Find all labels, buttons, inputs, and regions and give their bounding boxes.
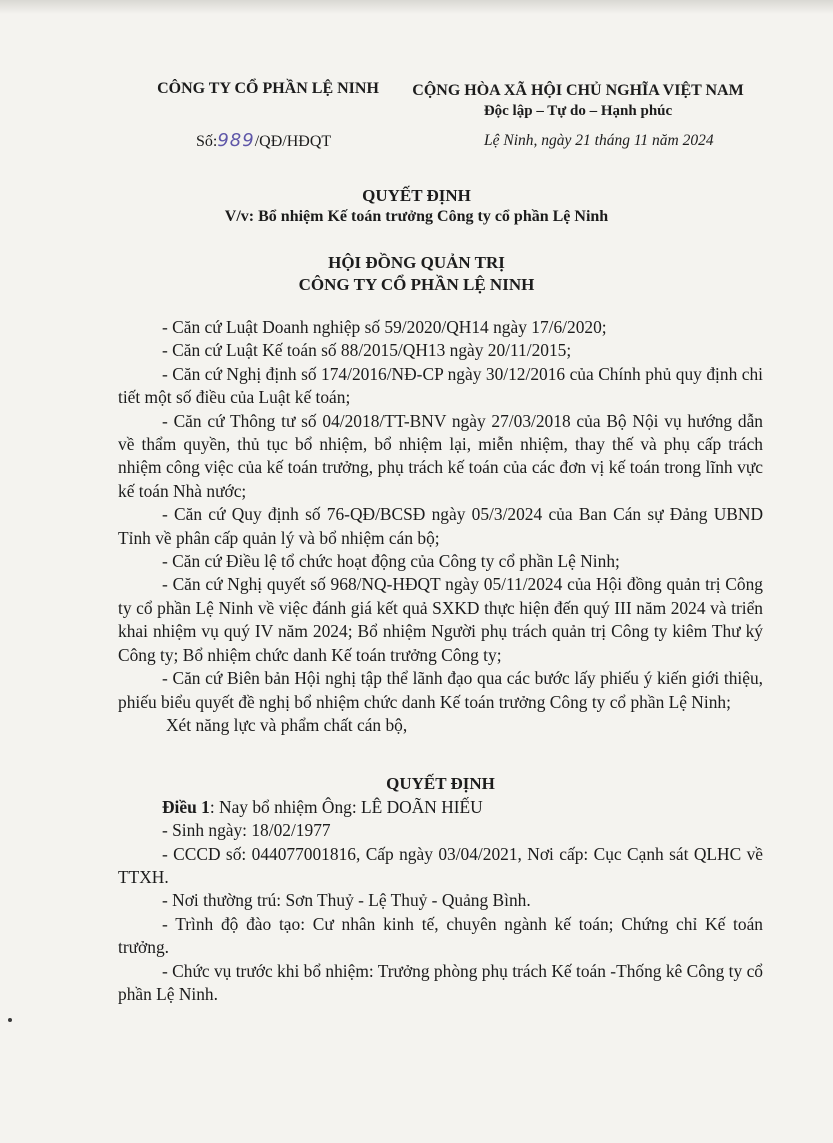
document-subject: V/v: Bổ nhiệm Kế toán trưởng Công ty cổ phần Lệ Ninh	[224, 208, 609, 225]
legal-basis: - Căn cứ Quy định số 76-QĐ/BCSĐ ngày 05/3/2024 của Ban Cán sự Đảng UBND Tỉnh về phân cấp quản lý và bổ nhiệm cán bộ;	[118, 504, 763, 548]
article-1-label: Điều 1	[162, 796, 210, 817]
national-header	[388, 80, 768, 122]
scan-speck	[8, 1018, 12, 1022]
legal-basis: - Căn cứ Luật Doanh nghiệp số 59/2020/QH14 ngày 17/6/2020;	[162, 317, 607, 337]
legal-basis: - Căn cứ Nghị quyết số 968/NQ-HĐQT ngày 05/11/2024 của Hội đồng quản trị Công ty cổ phần Lệ Ninh về việc đánh giá kết quả SXKD thực hiện đến quý III năm 2024 và triển khai nhiệm vụ quý IV năm 2024; Bổ nhiệm Người phụ trách quản trị Công ty kiêm Thư ký Công ty; Bổ nhiệm chức danh Kế toán trưởng Công ty;	[118, 574, 763, 665]
board-line-1: HỘI ĐỒNG QUẢN TRỊ	[328, 253, 505, 272]
scan-edge	[0, 0, 833, 14]
handwritten-number: 989	[217, 130, 255, 151]
number-prefix: Số:	[196, 133, 218, 150]
appointee-detail: - Sinh ngày: 18/02/1977	[162, 820, 331, 841]
appointee-detail: - Chức vụ trước khi bổ nhiệm: Trưởng phòng phụ trách Kế toán -Thống kê Công ty cổ phần Lệ Ninh.	[118, 960, 763, 1004]
number-suffix: /QĐ/HĐQT	[254, 133, 332, 150]
consideration-line: Xét năng lực và phẩm chất cán bộ,	[166, 714, 408, 735]
legal-basis: - Căn cứ Thông tư số 04/2018/TT-BNV ngày 27/03/2018 của Bộ Nội vụ hướng dẫn về thẩm quyền, thủ tục bổ nhiệm, bổ nhiệm lại, miễn nhiệm, thay thế và phụ cấp trách nhiệm công việc của kế toán trưởng, phụ trách kế toán của các đơn vị kế toán trong lĩnh vực kế toán Nhà nước;	[118, 410, 763, 501]
document-title: QUYẾT ĐỊNH	[362, 186, 471, 205]
article-1	[118, 796, 763, 819]
national-motto: Độc lập – Tự do – Hạnh phúc	[483, 103, 673, 119]
issue-date: Lệ Ninh, ngày 21 tháng 11 năm 2024	[484, 132, 714, 149]
document-body	[118, 316, 763, 1006]
article-1-text: : Nay bổ nhiệm Ông: LÊ DOÃN HIẾU	[209, 796, 483, 817]
legal-basis: - Căn cứ Điều lệ tổ chức hoạt động của Công ty cổ phần Lệ Ninh;	[162, 551, 620, 572]
country-name: CỘNG HÒA XÃ HỘI CHỦ NGHĨA VIỆT NAM	[412, 82, 744, 99]
company-name: CÔNG TY CỔ PHẦN LỆ NINH	[157, 80, 379, 97]
issuing-board	[0, 252, 833, 296]
legal-basis: - Căn cứ Luật Kế toán số 88/2015/QH13 ngày 20/11/2015;	[162, 340, 572, 361]
appointee-detail: - Nơi thường trú: Sơn Thuỷ - Lệ Thuỷ - Quảng Bình.	[162, 890, 531, 911]
board-line-2: CÔNG TY CỔ PHẦN LỆ NINH	[298, 275, 535, 294]
appointee-detail: - CCCD số: 044077001816, Cấp ngày 03/04/2021, Nơi cấp: Cục Cạnh sát QLHC về TTXH.	[118, 843, 763, 887]
legal-basis: - Căn cứ Nghị định số 174/2016/NĐ-CP ngày 30/12/2016 của Chính phủ quy định chi tiết một số điều của Luật kế toán;	[118, 363, 763, 408]
legal-basis: - Căn cứ Biên bản Hội nghị tập thể lãnh đạo qua các bước lấy phiếu ý kiến giới thiệu, phiếu biểu quyết đề nghị bổ nhiệm chức danh Kế toán trưởng Công ty cổ phần Lệ Ninh;	[118, 668, 763, 712]
appointee-detail: - Trình độ đào tạo: Cư nhân kinh tế, chuyên ngành kế toán; Chứng chỉ Kế toán trưởng.	[118, 913, 763, 958]
document-number	[196, 130, 331, 151]
decision-heading: QUYẾT ĐỊNH	[386, 774, 495, 794]
